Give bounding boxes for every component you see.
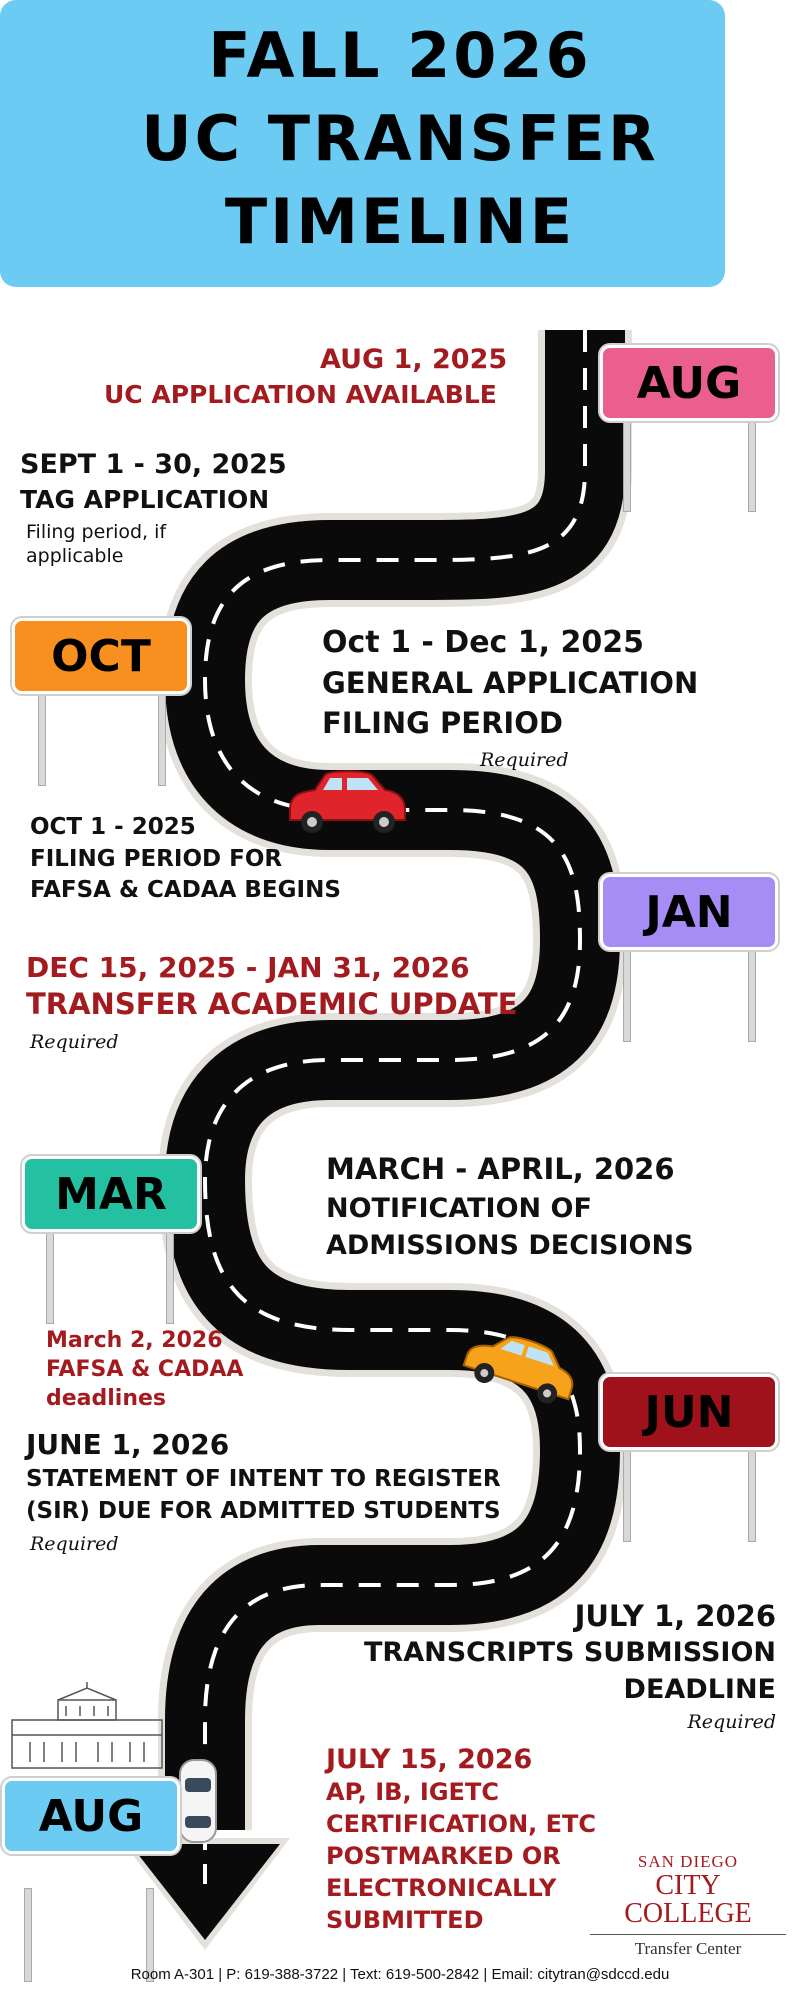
uc-app-date: AUG 1, 2025 [320, 344, 508, 375]
tau-note: Required [30, 1031, 119, 1053]
ap-ib-desc-1: AP, IB, IGETC [326, 1778, 499, 1806]
sign-post [623, 948, 631, 1042]
transcripts-desc-2: DEADLINE [623, 1674, 776, 1705]
logo-line-1: SAN DIEGO [637, 1852, 739, 1871]
sign-post [748, 1448, 756, 1542]
tau-desc: TRANSFER ACADEMIC UPDATE [26, 987, 518, 1021]
uc-app-desc: UC APPLICATION AVAILABLE [104, 380, 497, 409]
ap-ib-date: JULY 15, 2026 [326, 1744, 533, 1775]
sign-aug-2: AUG [2, 1778, 180, 1854]
sign-post [46, 1230, 54, 1324]
sign-aug-1: AUG [600, 345, 778, 421]
sign-mar: MAR [22, 1156, 200, 1232]
fafsa-begin-date: OCT 1 - 2025 [30, 814, 196, 840]
transcripts-note: Required [687, 1711, 776, 1733]
fafsa-begin-desc-2: FAFSA & CADAA BEGINS [30, 877, 341, 903]
sign-jun: JUN [600, 1374, 778, 1450]
tag-note-2: applicable [26, 545, 124, 567]
sign-post [158, 692, 166, 786]
sign-post [748, 948, 756, 1042]
logo-divider [590, 1934, 786, 1935]
sign-post [166, 1230, 174, 1324]
fafsa-deadline-desc-1: FAFSA & CADAA [46, 1357, 244, 1382]
notification-desc-2: ADMISSIONS DECISIONS [326, 1230, 694, 1261]
logo-line-3: Transfer Center [634, 1939, 742, 1958]
transcripts-desc-1: TRANSCRIPTS SUBMISSION [364, 1637, 776, 1668]
title-line-2: UC TRANSFER [141, 102, 659, 175]
fafsa-begin-desc-1: FILING PERIOD FOR [30, 846, 283, 872]
contact-footer: Room A-301 | P: 619-388-3722 | Text: 619-500-2842 | Email: citytran@sdccd.edu [130, 1966, 670, 1983]
ap-ib-desc-4: ELECTRONICALLY [326, 1874, 557, 1902]
general-note: Required [480, 749, 569, 771]
ap-ib-desc-5: SUBMITTED [326, 1906, 484, 1934]
ap-ib-desc-2: CERTIFICATION, ETC [326, 1810, 596, 1838]
sign-post [748, 418, 756, 512]
title-line-3: TIMELINE [224, 185, 576, 258]
sir-desc-1: STATEMENT OF INTENT TO REGISTER [26, 1466, 501, 1492]
sign-oct: OCT [12, 618, 190, 694]
college-logo [590, 1852, 786, 1959]
ap-ib-desc-3: POSTMARKED OR [326, 1842, 561, 1870]
sign-jan: JAN [600, 874, 778, 950]
tag-note-1: Filing period, if [26, 521, 167, 543]
notification-desc-1: NOTIFICATION OF [326, 1193, 592, 1224]
general-desc-1: GENERAL APPLICATION [322, 666, 699, 700]
building-icon [12, 1682, 162, 1768]
white-car-icon [180, 1760, 216, 1842]
title-line-1: FALL 2026 [208, 19, 592, 92]
tau-date: DEC 15, 2025 - JAN 31, 2026 [26, 951, 470, 984]
title-banner [0, 0, 725, 287]
tag-desc: TAG APPLICATION [20, 485, 270, 514]
sign-post [623, 1448, 631, 1542]
sir-note: Required [30, 1533, 119, 1555]
general-date: Oct 1 - Dec 1, 2025 [322, 625, 644, 660]
logo-line-2: CITY COLLEGE [624, 1870, 752, 1929]
fafsa-deadline-desc-2: deadlines [46, 1386, 167, 1411]
sign-post [623, 418, 631, 512]
general-desc-2: FILING PERIOD [322, 706, 563, 740]
sign-post [38, 692, 46, 786]
notification-date: MARCH - APRIL, 2026 [326, 1152, 675, 1186]
tag-date: SEPT 1 - 30, 2025 [20, 449, 287, 480]
sir-desc-2: (SIR) DUE FOR ADMITTED STUDENTS [26, 1498, 501, 1524]
transcripts-date: JULY 1, 2026 [574, 1599, 776, 1633]
fafsa-deadline-date: March 2, 2026 [46, 1328, 223, 1353]
road-asphalt [205, 330, 585, 1830]
sir-date: JUNE 1, 2026 [26, 1428, 230, 1461]
